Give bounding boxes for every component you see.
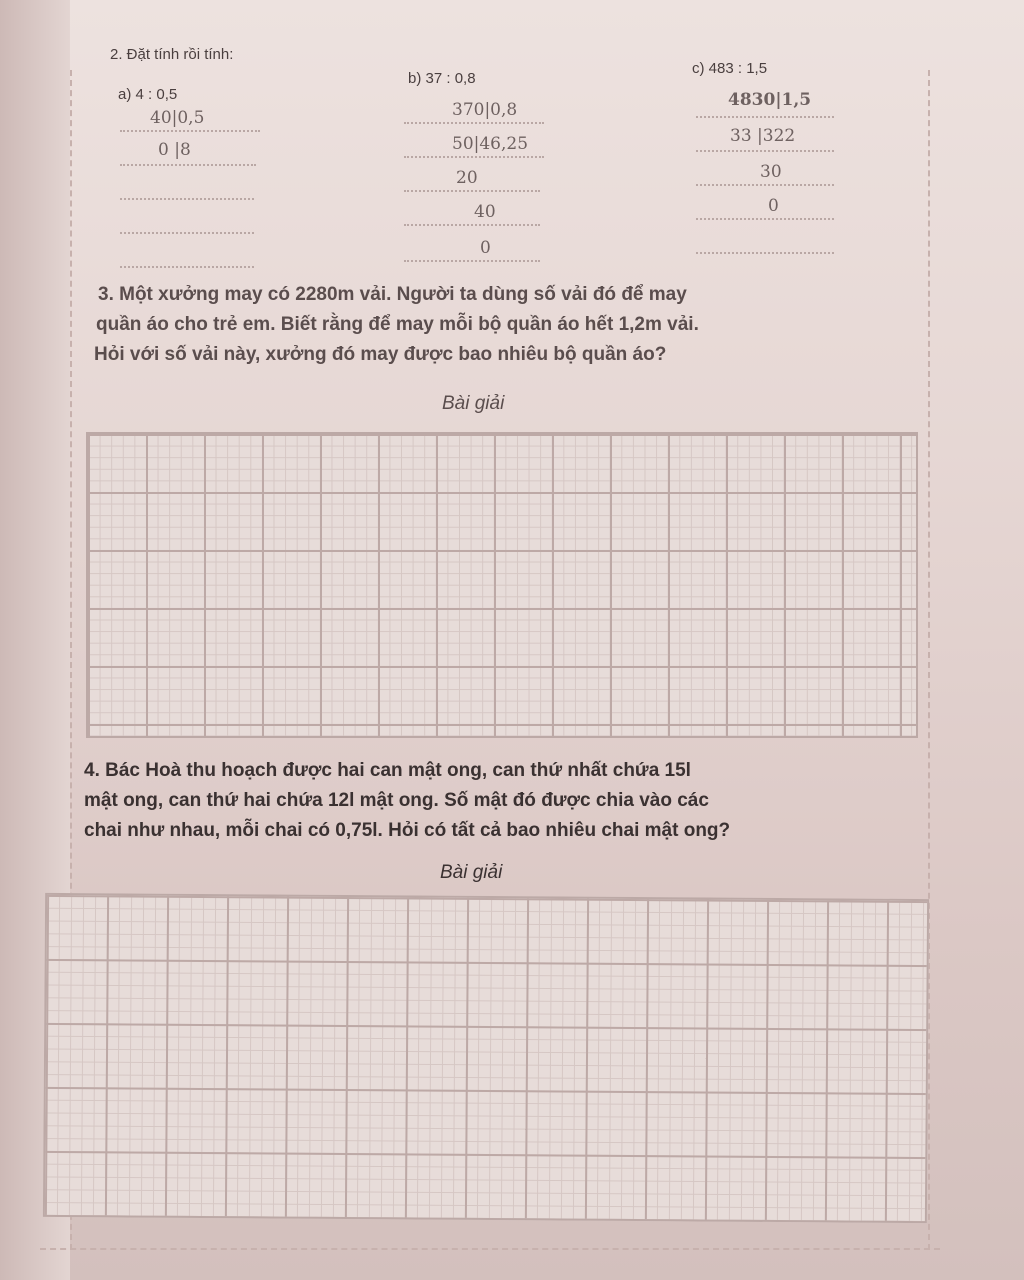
exercise-4-line: chai như nhau, mỗi chai có 0,75l. Hỏi có tất cả bao nhiêu chai mật ong? [84,820,731,841]
answer-line[interactable] [404,224,540,226]
exercise-2c-label: c) 483 : 1,5 [692,60,768,77]
answer-line[interactable] [696,218,834,220]
handwritten-work: 40 [474,202,496,222]
handwritten-work: 370|0,8 [452,100,518,120]
answer-line[interactable] [404,156,544,158]
handwritten-work: 50|46,25 [452,134,529,154]
handwritten-work: 30 [760,162,782,182]
answer-line[interactable] [120,130,260,132]
exercise-3-text [94,280,699,370]
exercise-3-line: Hỏi với số vải này, xưởng đó may được bao nhiêu bộ quần áo? [94,344,667,365]
exercise-2b-label: b) 37 : 0,8 [408,70,476,87]
answer-line[interactable] [120,198,254,200]
answer-line[interactable] [696,252,834,254]
handwritten-work: 33 |322 [730,126,796,146]
solution-grid-4[interactable] [43,893,929,1223]
solution-grid-3[interactable] [86,432,918,738]
handwritten-work: 0 [480,238,491,258]
exercise-4-line: 4. Bác Hoà thu hoạch được hai can mật ong, can thứ nhất chứa 15l [84,760,691,781]
answer-line[interactable] [120,232,254,234]
answer-line[interactable] [404,190,540,192]
answer-line[interactable] [120,266,254,268]
right-dashed-border [928,70,930,1250]
exercise-3-line: 3. Một xưởng may có 2280m vải. Người ta dùng số vải đó để may [98,284,687,305]
solution-title: Bài giải [442,393,505,414]
handwritten-work: 40|0,5 [150,108,205,128]
handwritten-work: 20 [456,168,478,188]
answer-line[interactable] [404,260,540,262]
handwritten-work: 0 |8 [158,140,191,160]
exercise-4-line: mật ong, can thứ hai chứa 12l mật ong. Số mật đó được chia vào các [84,790,709,811]
handwritten-work: 4830|1,5 [728,90,812,110]
exercise-2a-label: a) 4 : 0,5 [118,86,178,103]
exercise-2-heading: 2. Đặt tính rồi tính: [110,46,234,63]
bottom-dashed-border [40,1248,940,1250]
answer-line[interactable] [696,116,834,118]
exercise-3-line: quần áo cho trẻ em. Biết rằng để may mỗi bộ quần áo hết 1,2m vải. [96,314,699,335]
answer-line[interactable] [404,122,544,124]
solution-title: Bài giải [440,862,503,883]
handwritten-work: 0 [768,196,779,216]
answer-line[interactable] [696,184,834,186]
answer-line[interactable] [120,164,256,166]
exercise-4-text [84,756,730,846]
answer-line[interactable] [696,150,834,152]
